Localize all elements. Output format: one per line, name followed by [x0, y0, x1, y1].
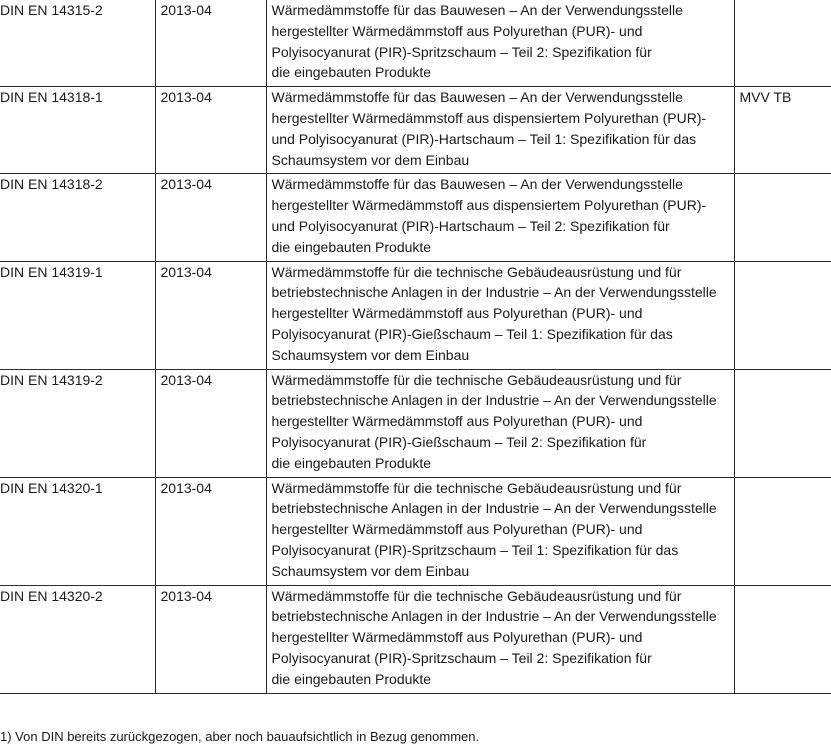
norm-title-line: Polyisocyanurat (PIR)-Gießschaum – Teil 1: Spezifikation für das [271, 325, 673, 342]
norm-title-line: betriebstechnische Anlagen in der Industrie – An der Verwendungsstelle [271, 392, 717, 409]
table-row [0, 369, 831, 477]
norm-number-cell: DIN EN 14319-2 [0, 369, 155, 477]
reference-cell [734, 585, 831, 693]
norm-number-cell: DIN EN 14320-2 [0, 585, 155, 693]
issue-date-cell: 2013-04 [155, 174, 266, 261]
reference-cell [734, 477, 831, 585]
norm-title-line: hergestellter Wärmedämmstoff aus dispensiertem Polyurethan (PUR)- [271, 197, 707, 214]
norm-title-line: und Polyisocyanurat (PIR)-Hartschaum – Teil 2: Spezifikation für [271, 217, 670, 234]
norm-title-line: hergestellter Wärmedämmstoff aus Polyurethan (PUR)- und [271, 629, 643, 646]
norm-title-line: die eingebauten Produkte [271, 670, 432, 687]
norm-title-line: die eingebauten Produkte [271, 64, 432, 81]
norm-title-line: Wärmedämmstoffe für die technische Gebäudeausrüstung und für [271, 587, 682, 604]
norm-title-line: die eingebauten Produkte [271, 238, 432, 255]
norm-title-cell [266, 369, 734, 477]
norm-number-cell: DIN EN 14318-2 [0, 174, 155, 261]
norm-number-cell: DIN EN 14320-1 [0, 477, 155, 585]
norm-title-line: hergestellter Wärmedämmstoff aus Polyurethan (PUR)- und [271, 305, 643, 322]
table-row [0, 0, 831, 87]
norm-number-cell: DIN EN 14315-2 [0, 0, 155, 87]
table-row [0, 261, 831, 369]
norm-title-line: Polyisocyanurat (PIR)-Spritzschaum – Teil 1: Spezifikation für das [271, 541, 679, 558]
footnote: 1) Von DIN bereits zurückgezogen, aber noch bauaufsichtlich in Bezug genommen. [0, 729, 480, 744]
table-row [0, 477, 831, 585]
norm-title-line: Schaumsystem vor dem Einbau [271, 562, 470, 579]
norm-title-line: Polyisocyanurat (PIR)-Spritzschaum – Teil 2: Spezifikation für [271, 43, 652, 60]
norm-title-line: Wärmedämmstoffe für das Bauwesen – An der Verwendungsstelle [271, 2, 683, 18]
norm-title-line: Polyisocyanurat (PIR)-Spritzschaum – Teil 2: Spezifikation für [271, 649, 652, 666]
norm-title-line: Schaumsystem vor dem Einbau [271, 346, 470, 363]
norm-number-cell: DIN EN 14319-1 [0, 261, 155, 369]
norm-title-line: hergestellter Wärmedämmstoff aus Polyurethan (PUR)- und [271, 521, 643, 538]
norm-title-line: und Polyisocyanurat (PIR)-Hartschaum – Teil 1: Spezifikation für das [271, 130, 697, 147]
norm-title-line: Wärmedämmstoffe für die technische Gebäudeausrüstung und für [271, 263, 682, 280]
norm-title-line: betriebstechnische Anlagen in der Industrie – An der Verwendungsstelle [271, 608, 717, 625]
norm-title-cell [266, 174, 734, 261]
table-row [0, 585, 831, 693]
norm-title-cell [266, 87, 734, 174]
norm-title-line: Polyisocyanurat (PIR)-Gießschaum – Teil 2: Spezifikation für [271, 433, 647, 450]
table-row [0, 87, 831, 174]
reference-cell [734, 0, 831, 87]
reference-cell [734, 174, 831, 261]
issue-date-cell: 2013-04 [155, 369, 266, 477]
norm-title-line: hergestellter Wärmedämmstoff aus dispensiertem Polyurethan (PUR)- [271, 109, 707, 126]
norm-number-cell: DIN EN 14318-1 [0, 87, 155, 174]
norm-title-line: Wärmedämmstoffe für das Bauwesen – An der Verwendungsstelle [271, 176, 683, 193]
reference-cell: MVV TB [734, 87, 831, 174]
reference-cell [734, 261, 831, 369]
reference-cell [734, 369, 831, 477]
norm-title-line: Schaumsystem vor dem Einbau [271, 151, 470, 168]
norm-title-cell [266, 261, 734, 369]
issue-date-cell: 2013-04 [155, 261, 266, 369]
norm-title-line: Wärmedämmstoffe für die technische Gebäudeausrüstung und für [271, 371, 682, 388]
norm-title-cell [266, 477, 734, 585]
issue-date-cell: 2013-04 [155, 0, 266, 87]
norm-title-line: hergestellter Wärmedämmstoff aus Polyurethan (PUR)- und [271, 413, 643, 430]
norm-title-line: Wärmedämmstoffe für das Bauwesen – An der Verwendungsstelle [271, 89, 683, 106]
norm-title-line: die eingebauten Produkte [271, 454, 432, 471]
norm-title-line: hergestellter Wärmedämmstoff aus Polyurethan (PUR)- und [271, 22, 643, 39]
issue-date-cell: 2013-04 [155, 585, 266, 693]
norm-title-cell [266, 585, 734, 693]
norm-title-cell [266, 0, 734, 87]
norm-title-line: betriebstechnische Anlagen in der Industrie – An der Verwendungsstelle [271, 500, 717, 517]
table-row [0, 174, 831, 261]
norm-title-line: betriebstechnische Anlagen in der Industrie – An der Verwendungsstelle [271, 284, 717, 301]
issue-date-cell: 2013-04 [155, 477, 266, 585]
issue-date-cell: 2013-04 [155, 87, 266, 174]
norm-title-line: Wärmedämmstoffe für die technische Gebäudeausrüstung und für [271, 479, 682, 496]
